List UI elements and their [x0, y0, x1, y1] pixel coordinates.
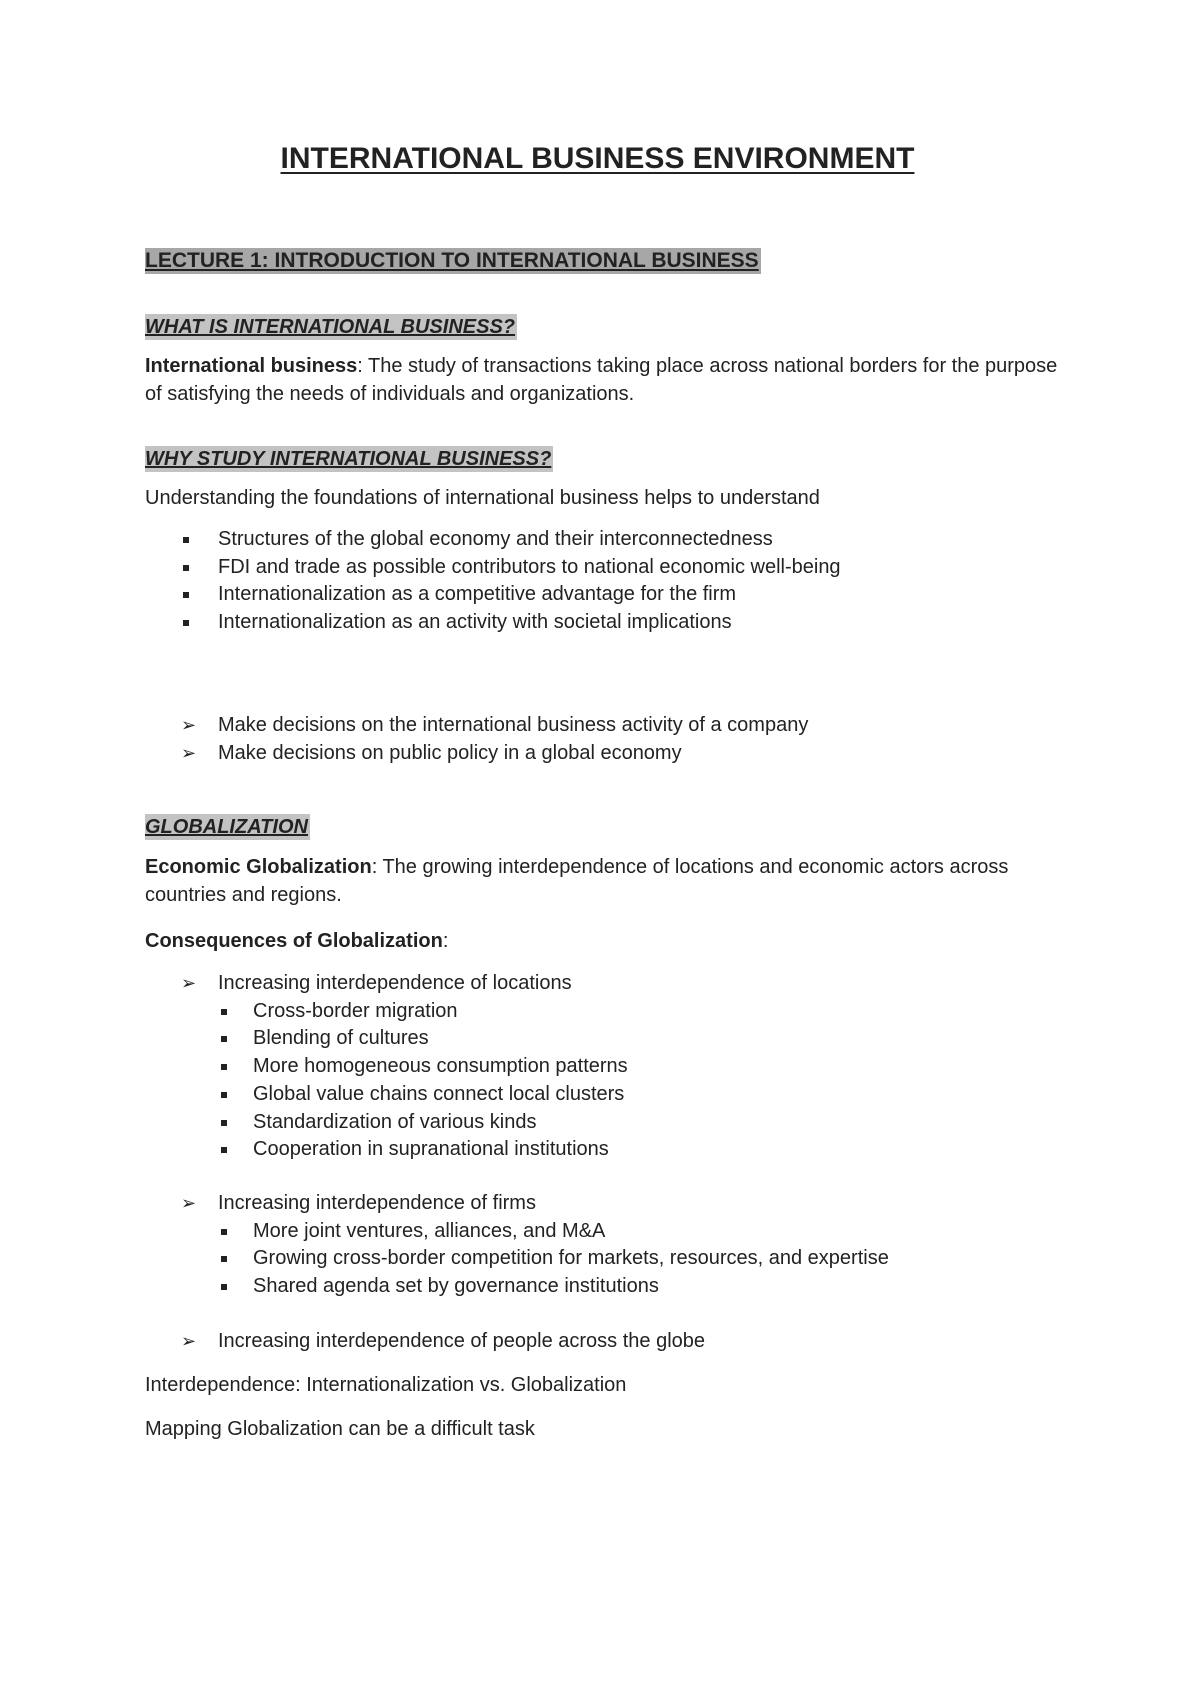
arrow-bullet-icon: ➢ [181, 742, 197, 763]
arrow-bullet-icon: ➢ [181, 1193, 197, 1213]
list-item: ➢ Increasing interdependence of people across the globe [145, 1328, 705, 1356]
consequences-group-firms [145, 1190, 889, 1301]
definition-international-business [145, 352, 1065, 408]
sub-list [145, 998, 628, 1164]
consequences-label: Consequences of Globalization: [145, 930, 449, 952]
square-bullet-icon [183, 565, 189, 571]
list-item: Standardization of various kinds [145, 1109, 628, 1137]
definition-text: : The growing interdependence of locations and economic actors across countries and regions. [145, 856, 1009, 906]
square-bullet-icon [221, 1064, 227, 1070]
closing-line-interdependence: Interdependence: Internationalization vs. Globalization [145, 1374, 627, 1396]
list-item: Global value chains connect local clusters [145, 1081, 628, 1109]
sub-list-container [145, 1218, 889, 1301]
list-item: Internationalization as a competitive advantage for the firm [145, 581, 841, 609]
list-item: Internationalization as an activity with societal implications [145, 609, 841, 637]
arrow-bullet-icon: ➢ [181, 973, 197, 993]
term-international-business: International business [145, 355, 358, 377]
list-item: More joint ventures, alliances, and M&A [145, 1218, 889, 1246]
section-heading-globalization: GLOBALIZATION [145, 816, 308, 838]
list-item: ➢ Increasing interdependence of locations [145, 970, 628, 998]
closing-line-mapping: Mapping Globalization can be a difficult task [145, 1418, 535, 1440]
section-heading-why-study: WHY STUDY INTERNATIONAL BUSINESS? [145, 448, 552, 470]
document-title: INTERNATIONAL BUSINESS ENVIRONMENT [280, 142, 915, 175]
list-item: FDI and trade as possible contributors to national economic well-being [145, 554, 841, 582]
list-item: Structures of the global economy and their interconnectedness [145, 526, 841, 554]
lecture-heading: LECTURE 1: INTRODUCTION TO INTERNATIONAL BUSINESS [145, 249, 759, 272]
consequences-group-locations [145, 970, 628, 1164]
square-bullet-icon [221, 1256, 227, 1262]
list-item: Shared agenda set by governance institutions [145, 1273, 889, 1301]
term-economic-globalization: Economic Globalization [145, 856, 372, 878]
section-heading-what-is: WHAT IS INTERNATIONAL BUSINESS? [145, 316, 515, 338]
list-item: ➢ Increasing interdependence of firms [145, 1190, 889, 1218]
list-item: Cross-border migration [145, 998, 628, 1026]
square-bullet-icon [221, 1092, 227, 1098]
sub-list [145, 1218, 889, 1301]
list-item: More homogeneous consumption patterns [145, 1053, 628, 1081]
square-bullet-icon [221, 1120, 227, 1126]
square-bullet-icon [221, 1036, 227, 1042]
consequences-group-people [145, 1328, 705, 1356]
list-item: ➢ Make decisions on public policy in a global economy [145, 740, 808, 768]
list-item: ➢ Make decisions on the international business activity of a company [145, 712, 808, 740]
arrow-bullet-icon: ➢ [181, 715, 197, 735]
square-bullet-icon [183, 620, 189, 626]
list-item: Cooperation in supranational institutions [145, 1136, 628, 1164]
square-bullet-icon [183, 592, 189, 598]
why-study-arrow-list [145, 712, 808, 767]
square-bullet-icon [221, 1229, 227, 1235]
square-bullet-icon [221, 1009, 227, 1015]
list-item: Blending of cultures [145, 1025, 628, 1053]
square-bullet-icon [221, 1147, 227, 1153]
sub-list-container [145, 998, 628, 1164]
square-bullet-icon [183, 537, 189, 543]
square-bullet-icon [221, 1284, 227, 1290]
arrow-bullet-icon: ➢ [181, 1331, 197, 1351]
definition-economic-globalization [145, 853, 1065, 909]
why-study-intro: Understanding the foundations of international business helps to understand [145, 487, 820, 509]
why-study-square-list [145, 526, 841, 637]
definition-text: : The study of transactions taking place across national borders for the purpose of satisfying the needs of individuals and organizations. [145, 355, 1058, 405]
list-item: Growing cross-border competition for markets, resources, and expertise [145, 1245, 889, 1273]
